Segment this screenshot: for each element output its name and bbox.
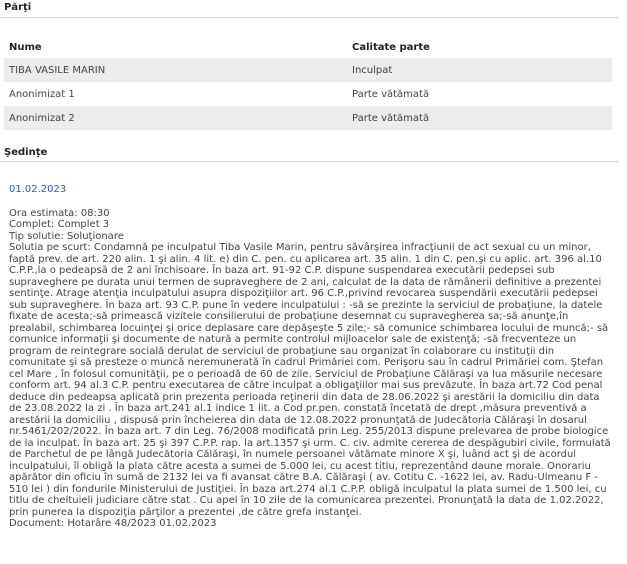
hearing-solution-type: Tip solutie: Soluţionare — [9, 230, 124, 242]
party-name: Anonimizat 1 — [9, 88, 75, 100]
hearings-section-title: Şedinţe — [0, 146, 619, 162]
parties-table — [4, 36, 612, 130]
column-header-name: Nume — [9, 41, 42, 53]
parties-table-header — [4, 36, 612, 58]
party-name: Anonimizat 2 — [9, 112, 75, 124]
column-header-role: Calitate parte — [352, 41, 430, 53]
hearing-date: 01.02.2023 — [9, 184, 67, 195]
party-role: Parte vătămată — [352, 112, 430, 124]
hearing-panel: Complet: Complet 3 — [9, 219, 110, 230]
table-row — [4, 106, 612, 130]
table-row — [4, 58, 612, 82]
table-row — [4, 82, 612, 106]
parties-section-title: Părţi — [0, 0, 619, 18]
party-name: TIBA VASILE MARIN — [9, 64, 106, 76]
hearing-document: Document: Hotarâre 48/2023 01.02.2023 — [9, 518, 217, 529]
hearing-solution-summary: Solutia pe scurt: Condamnă pe inculpatul Tiba Vasile Marin, pentru săvârşirea infracţiunii de act sexual cu un minor, faptă prev. de art. 220 alin. 1 şi alin. 4 lit. e) din C. pen. cu aplicarea art. 35 alin. 1 din C. pen.şi cu aplic. art. 396 al.10 C.P.P.,la o pedeapsă de 2 ani închisoare. În baza art. 91-92 C.P. dispune suspendarea executării pedepsei sub supraveghere pe durata unui termen de supraveghere de 2 ani, calculat de la data de rămânerii definitive a prezentei sentinţe. Atrage atenţia inculpatului asupra dispoziţiilor art. 96 C.P.,privind revocarea suspendării executării pedepsei sub supraveghere. În baza art. 93 C.P. pune în vedere inculpatului : -să se prezinte la serviciul de probaţiune, la datele fixate de acesta;-să primească vizitele consilierului de probaţiune desemnat cu supravegherea sa;-să anunţe,în prealabil, schimbarea locuinţei şi orice deplasare care depăşeşte 5 zile;- să comunice schimbarea locului de muncă;- să comunice informaţii şi documente de natură a permite controlul mijloacelor sale de existenţă; -să frecventeze un program de reintegrare socială derulat de serviciul de probaţiune sau organizat în colaborare cu instituţii din comunitate şi să presteze o muncă neremunerată în cadrul Primăriei com. Perişoru sau în cadrul Primăriei com. Ştefan cel Mare , în folosul comunităţii, pe o perioadă de 60 de zile. Serviciul de Probaţiune Călăraşi va lua măsurile necesare conform art. 94 al.3 C.P. pentru executarea de către inculpat a obligaţiilor mai sus prevăzute. În baza art.72 Cod penal deduce din pedeapsa aplicată prin prezenta perioada reţinerii din data de 28.06.2022 şi arestării la domiciliu din data de 23.08.2022 la zi . În baza art.241 al.1 indice 1 lit. a Cod pr.pen. constată încetată de drept ,măsura preventivă a arestării la domiciliu , dispusă prin încheierea din data de 12.08.2022 pronunţată de Judecătoria Călăraşi în dosarul nr.5461/202/2022. În baza art. 7 din Leg. 76/2008 modificată prin Leg. 255/2013 dispune prelevarea de probe biologice de la inculpat. În baza art. 25 şi 397 C.P.P. rap. la art.1357 şi urm. C. civ. admite cererea de despăgubiri civile, formulată de Parchetul de pe lângă Judecătoria Călăraşi, în numele persoanei vătămate minore X şi, luând act şi de acordul inculpatului, îl obligă la plata către acesta a sumei de 5.000 lei, cu acest titlu, reprezentând daune morale. Onorariu apărător din oficiu în sumă de 2132 lei va fi avansat către B.A. Călăraşi ( av. Cotitu C. -1622 lei, av. Radu-Ulmeanu F - 510 lei ) din fondurile Ministerului de Justiţiei. În baza art.274 al.1 C.P.P. obligă inculpatul la plata sumei de 1.500 lei, cu titlu de cheltuieli judiciare către stat . Cu apel în 10 zile de la comunicarea prezentei. Pronunţată la data de 1.02.2022, prin punerea la dispoziţia părţilor a prezentei ,de către grefa instanţei. — [9, 242, 611, 518]
hearing-entry — [9, 184, 611, 530]
party-role: Inculpat — [352, 64, 393, 76]
hearing-time: Ora estimata: 08:30 — [9, 207, 110, 219]
party-role: Parte vătămată — [352, 88, 430, 100]
